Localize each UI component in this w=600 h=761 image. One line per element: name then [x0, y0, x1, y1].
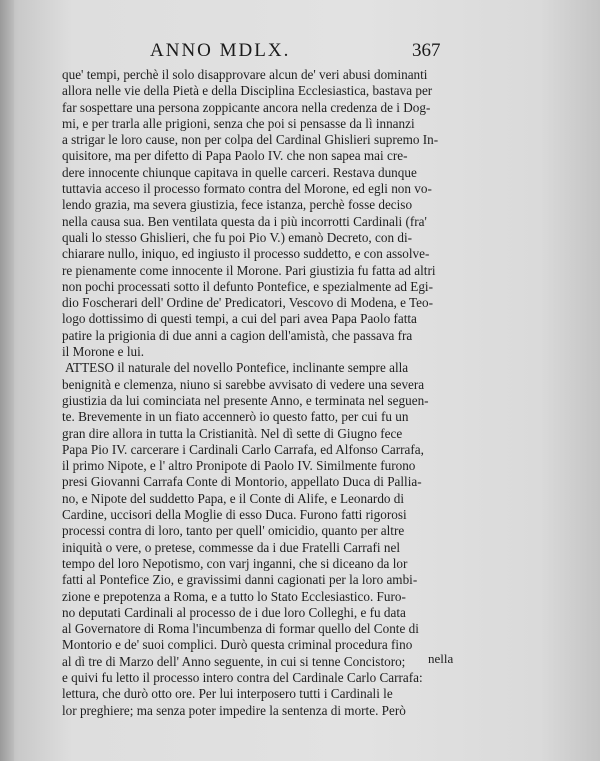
text-line: lendo grazia, ma severa giustizia, fece istanza, perchè fosse deciso	[62, 197, 413, 213]
text-line: te. Brevemente in un fiato accennerò io questo fatto, per cui fu un	[62, 409, 409, 425]
text-line: no deputati Cardinali al processo de i due loro Colleghi, e fu data	[62, 604, 406, 620]
text-line: no, e Nipote del suddetto Papa, e il Conte di Alife, e Leonardo di	[62, 490, 405, 506]
text-line: non pochi processati sotto il defunto Pontefice, e spezialmente ad Egi-	[62, 278, 433, 294]
text-line: al Governatore di Roma l'incumbenza di formar quello del Conte di	[62, 621, 419, 637]
text-line: zione e prepotenza a Roma, e a tutto lo Stato Ecclesiastico. Furo-	[62, 588, 406, 604]
text-line: re pienamente come innocente il Morone. Pari giustizia fu fatta ad altri	[62, 262, 436, 278]
text-line: presi Giovanni Carrafa Conte di Montorio, appellato Duca di Pallia-	[62, 474, 422, 490]
text-line: quali lo stesso Ghislieri, che fu poi Pio V.) emanò Decreto, con di-	[62, 229, 413, 245]
text-line: al dì tre di Marzo dell' Anno seguente, in cui si tenne Concistoro;	[62, 653, 406, 669]
text-line: a strigar le loro cause, non per colpa del Cardinal Ghislieri supremo In-	[62, 132, 439, 148]
body-text	[62, 67, 462, 719]
page-number: 367	[412, 40, 441, 61]
text-line: allora nelle vie della Pietà e della Disciplina Ecclesiastica, bastava per	[62, 83, 433, 99]
running-head: ANNO MDLX.	[150, 40, 291, 61]
text-line: logo dottissimo di questi tempi, a cui del pari avea Papa Paolo fatta	[62, 311, 417, 327]
text-line: benignità e clemenza, niuno si sarebbe avvisato di vedere una severa	[62, 376, 425, 392]
page-gutter-shadow	[0, 0, 14, 761]
text-line: iniquità o vere, o pretese, commesse da i due Fratelli Carrafi nel	[62, 539, 400, 555]
text-line: Cardine, uccisori della Moglie di esso Duca. Furono fatti rigorosi	[62, 507, 407, 523]
catchword: nella	[428, 651, 454, 666]
text-line: il Morone e lui.	[62, 344, 145, 360]
text-line: fatti al Pontefice Zio, e gravissimi danni cagionati per la loro ambi-	[62, 572, 418, 588]
text-line: chiarare nullo, iniquo, ed ingiusto il processo suddetto, e con assolve-	[62, 246, 430, 262]
text-line: lor preghiere; ma senza poter impedire la sentenza di morte. Però	[62, 702, 406, 718]
text-line: tempo del loro Nepotismo, con varj inganni, che si diceano da lor	[62, 555, 408, 571]
text-line: dere innocente chiunque capitava in quelle carceri. Restava dunque	[62, 164, 417, 180]
text-line: quisitore, ma per difetto di Papa Paolo IV. che non sapea mai cre-	[62, 148, 408, 164]
text-line: Montorio e de' suoi complici. Durò questa criminal procedura fino	[62, 637, 413, 653]
text-line: mi, e per trarla alle prigioni, senza che poi si pensasse da lì innanzi	[62, 115, 415, 131]
text-line: nella causa sua. Ben ventilata questa da i più incorrotti Cardinali (fra'	[62, 213, 427, 229]
paragraph-start-line: ATTESO il naturale del novello Pontefice, inclinante sempre alla	[65, 360, 409, 376]
text-line: lettura, che durò otto ore. Per lui interposero tutti i Cardinali le	[62, 686, 393, 702]
text-line: e quivi fu letto il processo intero contra del Cardinale Carlo Carrafa:	[62, 669, 423, 685]
text-line: que' tempi, perchè il solo disapprovare alcun de' veri abusi dominanti	[62, 67, 428, 82]
text-line: processi contra di loro, tanto per quell' omicidio, quanto per altre	[62, 523, 405, 539]
text-line: Papa Pio IV. carcerare i Cardinali Carlo Carrafa, ed Alfonso Carrafa,	[62, 441, 424, 457]
text-line: il primo Nipote, e l' altro Pronipote di Paolo IV. Similmente furono	[62, 458, 416, 474]
text-line: dio Foscherari dell' Ordine de' Predicatori, Vescovo di Modena, e Teo-	[62, 295, 434, 311]
text-line: giustizia da lui cominciata nel presente Anno, e terminata nel seguen-	[62, 392, 429, 408]
text-line: far sospettare una persona zoppicante ancora nella credenza de i Dog-	[62, 99, 431, 115]
text-line: patire la prigionia di due anni a cagion dell'amistà, che passava fra	[62, 327, 413, 343]
text-line: tuttavia acceso il processo formato contra del Morone, ed egli non vo-	[62, 181, 432, 197]
text-line: gran dire allora in tutta la Cristianità. Nel dì sette di Giugno fece	[62, 425, 403, 441]
